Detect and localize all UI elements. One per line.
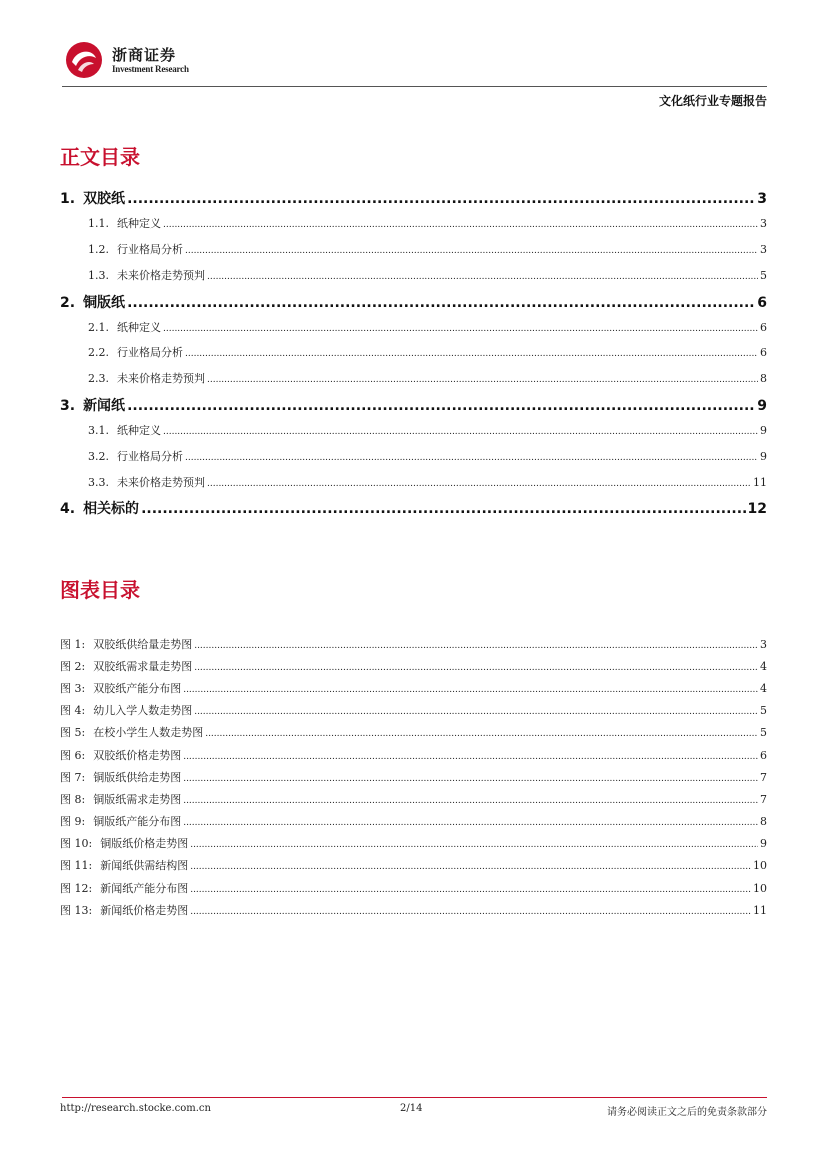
toc-entry-3[interactable]: 3. 新闻纸 ..... 9 (60, 395, 767, 413)
figure-list-heading: 图表目录 (60, 578, 140, 602)
footer-divider (62, 1097, 767, 1098)
toc-entry-3-2[interactable]: 3.2. 行业格局分析 ..... 9 (88, 448, 767, 466)
toc-entry-1-1[interactable]: 1.1. 纸种定义 ..... 3 (88, 215, 767, 233)
toc-entry-1-2[interactable]: 1.2. 行业格局分析 ..... 3 (88, 241, 767, 259)
toc-entry-3-1[interactable]: 3.1. 纸种定义 ..... 9 (88, 422, 767, 440)
figure-entry-5[interactable]: 图 5: 在校小学生人数走势图 ..... 5 (60, 724, 767, 740)
disclaimer-note: 请务必阅读正文之后的免责条款部分 (607, 1107, 767, 1118)
toc-entry-1-3[interactable]: 1.3. 未来价格走势预判 ..... 5 (88, 267, 767, 285)
report-title: 文化纸行业专题报告 (658, 94, 767, 108)
figure-entry-3[interactable]: 图 3: 双胶纸产能分布图 ..... 4 (60, 680, 767, 696)
footer-url-link[interactable]: http://research.stocke.com.cn (60, 1103, 211, 1114)
figure-entry-11[interactable]: 图 11: 新闻纸供需结构图 ..... 10 (60, 857, 767, 873)
figure-entry-7[interactable]: 图 7: 铜版纸供给走势图 ..... 7 (60, 769, 767, 785)
header-divider (62, 86, 767, 87)
figure-entry-6[interactable]: 图 6: 双胶纸价格走势图 ..... 6 (60, 747, 767, 763)
toc-entry-1[interactable]: 1. 双胶纸 ..... 3 (60, 188, 767, 206)
figure-entry-9[interactable]: 图 9: 铜版纸产能分布图 ..... 8 (60, 813, 767, 829)
toc-entry-2-2[interactable]: 2.2. 行业格局分析 ..... 6 (88, 344, 767, 362)
toc-heading: 正文目录 (60, 145, 140, 169)
page-number: 2/14 (400, 1103, 423, 1114)
figure-entry-2[interactable]: 图 2: 双胶纸需求量走势图 ..... 4 (60, 658, 767, 674)
figure-entry-8[interactable]: 图 8: 铜版纸需求走势图 ..... 7 (60, 791, 767, 807)
brand-subtitle: Investment Research (112, 64, 189, 74)
brand-name: 浙商证券 (112, 46, 177, 64)
toc-entry-2-3[interactable]: 2.3. 未来价格走势预判 ..... 8 (88, 370, 767, 388)
toc-entry-2[interactable]: 2. 铜版纸 ..... 6 (60, 292, 767, 310)
toc-entry-4[interactable]: 4. 相关标的 ..... 12 (60, 498, 767, 516)
figure-entry-12[interactable]: 图 12: 新闻纸产能分布图 ..... 10 (60, 880, 767, 896)
figure-entry-1[interactable]: 图 1: 双胶纸供给量走势图 ..... 3 (60, 636, 767, 652)
company-logo-icon (64, 40, 104, 80)
figure-entry-4[interactable]: 图 4: 幼儿入学人数走势图 ..... 5 (60, 702, 767, 718)
figure-entry-10[interactable]: 图 10: 铜版纸价格走势图 ..... 9 (60, 835, 767, 851)
toc-entry-3-3[interactable]: 3.3. 未来价格走势预判 ..... 11 (88, 474, 767, 492)
figure-entry-13[interactable]: 图 13: 新闻纸价格走势图 ..... 11 (60, 902, 767, 918)
toc-entry-2-1[interactable]: 2.1. 纸种定义 ..... 6 (88, 319, 767, 337)
